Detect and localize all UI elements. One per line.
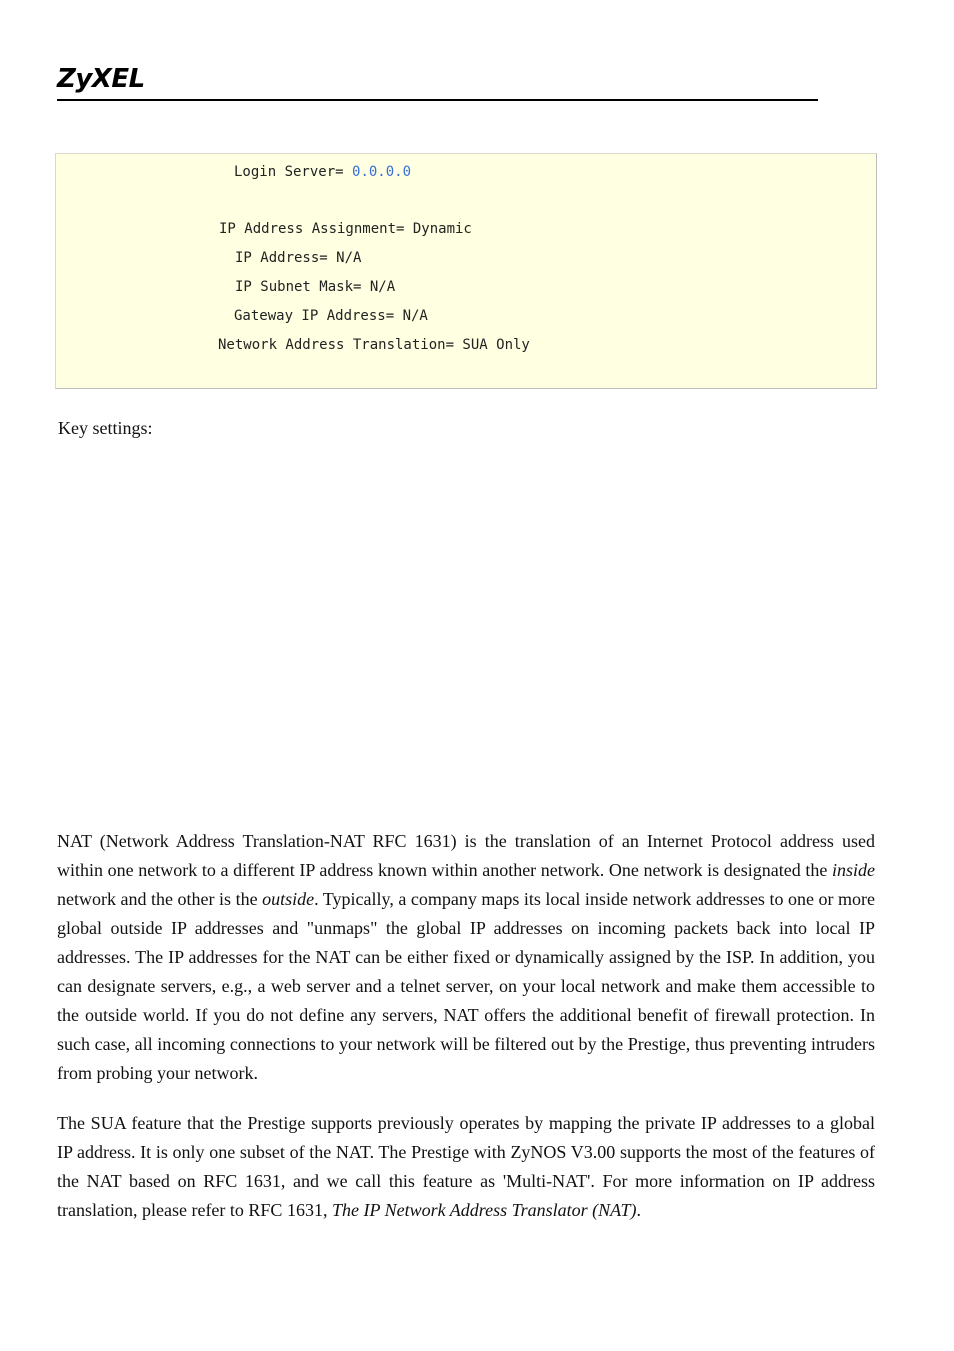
console-output-box: [55, 153, 877, 389]
multi-nat-term: 'Multi-NAT': [502, 1171, 591, 1191]
zyxel-logo: ZyXEL: [57, 64, 145, 94]
gateway-line: Gateway IP Address= N/A: [234, 308, 428, 324]
para2-text-3: .: [636, 1200, 641, 1220]
header-divider: [57, 99, 818, 101]
sua-description-paragraph: [57, 1109, 875, 1225]
para2-text-1: The SUA feature that the Prestige supports previously operates by mapping the private IP addresses to a global IP address. It is only one subset of the NAT. The Prestige with ZyNOS V3.00 supports the most of the features of the NAT based on RFC 1631, and we call this feature as: [57, 1113, 875, 1191]
nat-description-paragraph: [57, 827, 875, 1088]
key-settings-heading: Key settings:: [58, 418, 153, 438]
ip-assignment-line: IP Address Assignment= Dynamic: [219, 221, 472, 237]
subnet-mask-line: IP Subnet Mask= N/A: [235, 279, 396, 295]
para1-text-2: network and the other is the: [57, 889, 263, 909]
para1-text-3: . Typically, a company maps its local inside network addresses to one or more global outside IP addresses and "unmaps" the global IP addresses on incoming packets back into local IP addresses. The IP addresses for the NAT can be either fixed or dynamically assigned by the ISP. In addition, you can designate servers, e.g., a web server and a telnet server, on your local network and make them accessible to the outside world. If you do not define any servers, NAT offers the additional benefit of firewall protection. In such case, all incoming connections to your network will be filtered out by the Prestige, thus preventing intruders from probing your network.: [57, 889, 875, 1083]
login-server-label: Login Server=: [234, 164, 353, 180]
ip-address-line: IP Address= N/A: [235, 250, 362, 266]
login-server-line: [234, 163, 411, 181]
rfc-title: The IP Network Address Translator (NAT): [331, 1200, 637, 1220]
para1-text-1: NAT (Network Address Translation-NAT RFC 1631) is the translation of an Internet Protocol address used within one network to a different IP address known within another network. One network is designated the: [57, 831, 875, 880]
login-server-value: 0.0.0.0: [352, 164, 412, 180]
outside-term: outside: [262, 889, 315, 909]
inside-term: inside: [832, 860, 875, 880]
para2-text-2: . For more information on IP address translation, please refer to RFC 1631,: [57, 1171, 875, 1220]
nat-line: Network Address Translation= SUA Only: [218, 337, 530, 353]
